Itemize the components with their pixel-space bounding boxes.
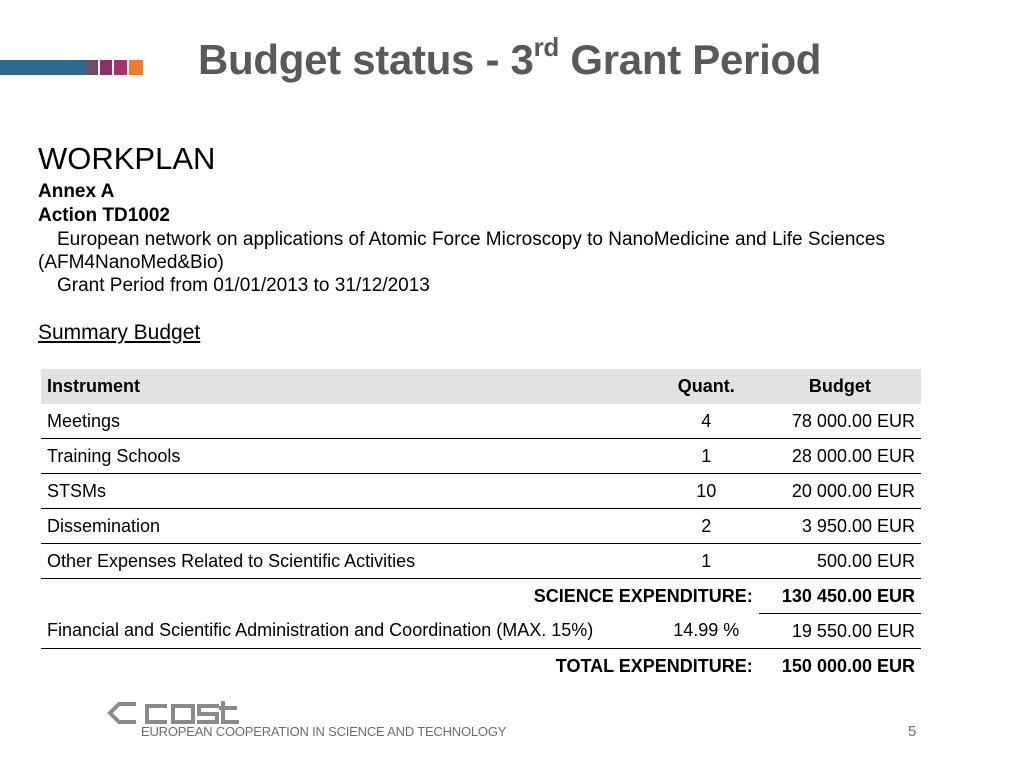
budget-table [41, 369, 921, 683]
accent-segment-orange [129, 60, 143, 75]
slide-title [198, 32, 822, 84]
title-superscript: rd [533, 32, 560, 62]
grant-period: Grant Period from 01/01/2013 to 31/12/2013 [57, 275, 430, 296]
summary-budget-heading: Summary Budget [38, 321, 201, 344]
workplan-heading: WORKPLAN [38, 141, 216, 176]
table-row [41, 439, 921, 474]
header-budget: Budget [759, 369, 921, 404]
row-instrument: Other Expenses Related to Scientific Activities [41, 544, 654, 579]
table-row [41, 474, 921, 509]
action-label: Action TD1002 [38, 205, 170, 226]
total-expenditure-label: TOTAL EXPENDITURE: [555, 655, 753, 676]
row-quant: 1 [654, 544, 759, 579]
row-quant: 4 [654, 404, 759, 439]
header-instrument: Instrument [41, 369, 654, 404]
accent-segment-blue [0, 60, 86, 75]
table-row [41, 544, 921, 579]
title-text-end: Grant Period [559, 36, 822, 83]
row-instrument: Financial and Scientific Administration and Coordination (MAX. 15%) [41, 614, 654, 649]
science-expenditure-label: SCIENCE EXPENDITURE: [533, 585, 753, 606]
science-expenditure-row [41, 579, 921, 614]
table-row [41, 509, 921, 544]
row-budget: 3 950.00 EUR [759, 509, 921, 544]
row-instrument: Meetings [41, 404, 654, 439]
row-quant: 1 [654, 439, 759, 474]
network-line-1: European network on applications of Atomic Force Microscopy to NanoMedicine and Life Sciences [57, 229, 885, 250]
row-budget: 500.00 EUR [759, 544, 921, 579]
accent-segment-purple [100, 60, 112, 75]
annex-label: Annex A [38, 181, 115, 202]
header-quant: Quant. [654, 369, 759, 404]
table-row [41, 404, 921, 439]
network-line-2: (AFM4NanoMed&Bio) [38, 252, 224, 273]
row-quant: 10 [654, 474, 759, 509]
total-expenditure-value: 150 000.00 EUR [781, 655, 915, 676]
row-instrument: STSMs [41, 474, 654, 509]
footer-tagline: EUROPEAN COOPERATION IN SCIENCE AND TECHNOLOGY [141, 724, 507, 739]
row-instrument: Dissemination [41, 509, 654, 544]
science-expenditure-value: 130 450.00 EUR [759, 579, 921, 614]
row-budget: 20 000.00 EUR [759, 474, 921, 509]
row-budget: 78 000.00 EUR [759, 404, 921, 439]
table-header-row [41, 369, 921, 404]
title-text: Budget status - 3 [198, 36, 534, 83]
row-instrument: Training Schools [41, 439, 654, 474]
row-quant: 14.99 % [654, 614, 759, 649]
total-expenditure-row [41, 649, 921, 684]
accent-segment-magenta [114, 60, 127, 75]
row-quant: 2 [654, 509, 759, 544]
row-budget: 28 000.00 EUR [759, 439, 921, 474]
accent-segment-plum [86, 60, 98, 75]
row-budget: 19 550.00 EUR [759, 614, 921, 649]
table-row [41, 614, 921, 649]
page-number: 5 [908, 723, 917, 740]
